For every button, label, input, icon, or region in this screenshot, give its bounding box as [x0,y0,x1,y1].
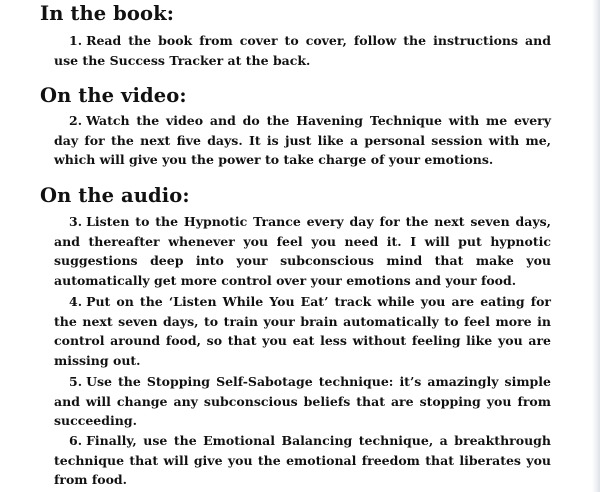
section-heading-book: In the book: [40,2,175,25]
item-number: 1. [69,33,83,48]
item-text: Put on the ‘Listen While You Eat’ track while you are eating for the next seven days, to train your brain automatically to feel more in control around food, so that you eat less without feeling like you are missing out. [54,294,551,368]
list-item-4 [54,292,551,370]
list-item-1 [54,31,551,70]
item-number: 5. [69,374,83,389]
item-number: 4. [69,294,83,309]
page-edge-shadow [592,0,600,492]
list-item-5 [54,372,551,431]
item-text: Read the book from cover to cover, follow the instructions and use the Success Tracker at the back. [54,33,551,68]
item-text: Finally, use the Emotional Balancing technique, a breakthrough technique that will give you the emotional freedom that liberates you from food. [54,433,551,488]
item-number: 6. [69,433,83,448]
section-heading-audio: On the audio: [40,184,190,207]
section-heading-video: On the video: [40,84,187,107]
item-number: 3. [69,214,83,229]
list-item-3 [54,212,551,290]
list-item-2 [54,111,551,170]
list-item-6 [54,431,551,490]
item-text: Listen to the Hypnotic Trance every day for the next seven days, and thereafter whenever you feel you need it. I will put hypnotic suggestions deep into your subconscious mind that make you automatically get more control over your emotions and your food. [54,214,551,288]
item-text: Use the Stopping Self-Sabotage technique: it’s amazingly simple and will change any subconscious beliefs that are stopping you from succeeding. [54,374,551,429]
item-number: 2. [69,113,83,128]
item-text: Watch the video and do the Havening Technique with me every day for the next five days. It is just like a personal session with me, which will give you the power to take charge of your emotions. [54,113,551,168]
